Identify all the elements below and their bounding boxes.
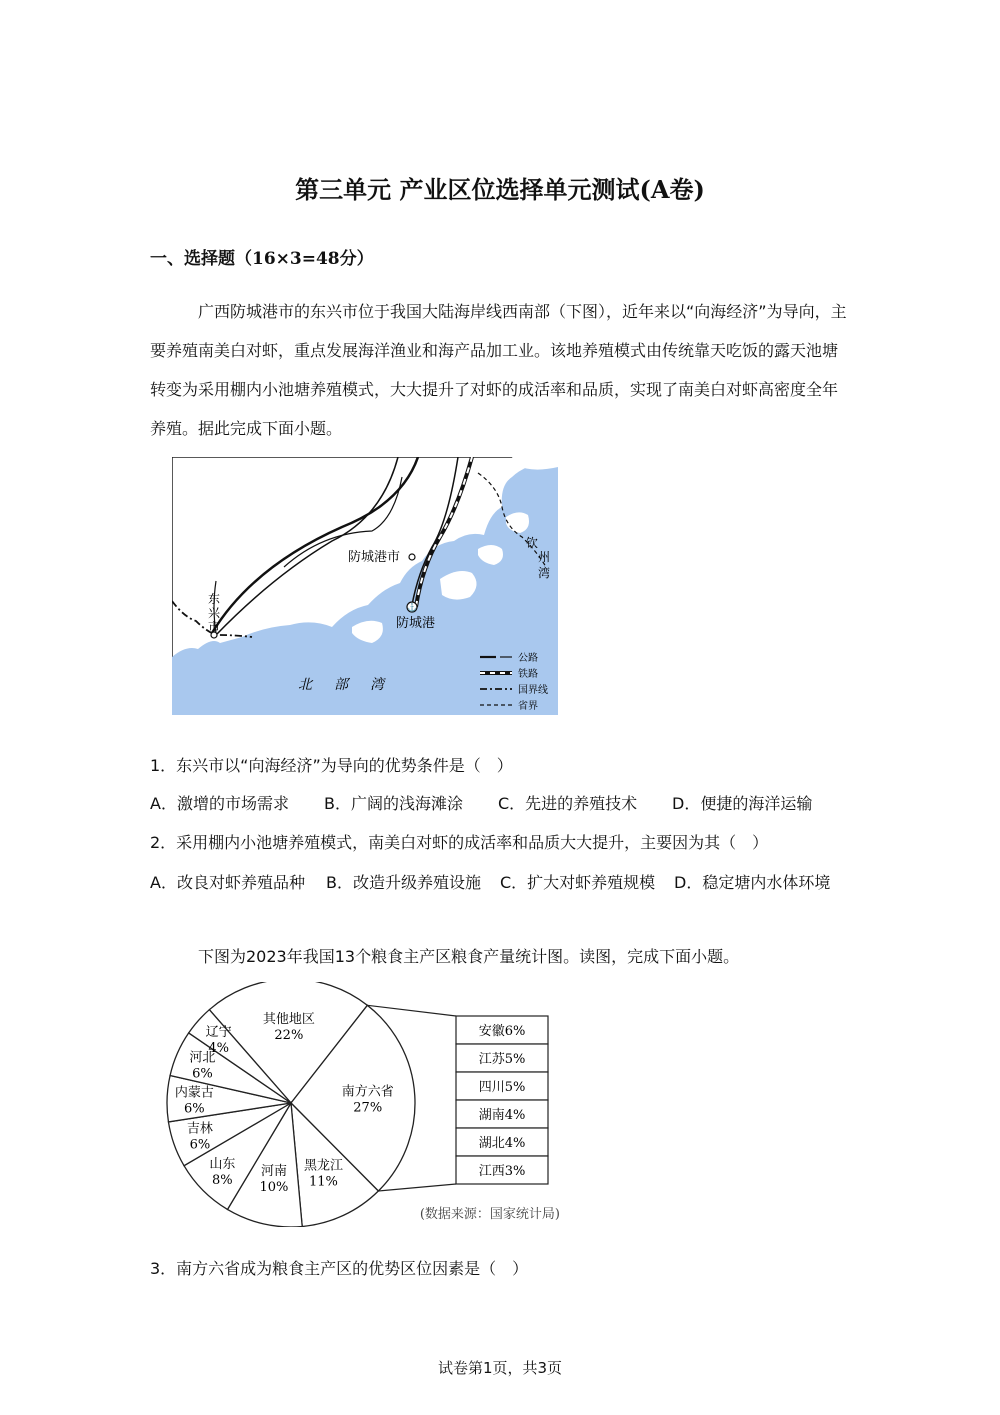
legend-road: 公路	[518, 653, 538, 664]
question-2-options	[150, 872, 830, 894]
pie-slice-label: 河南	[260, 1163, 287, 1179]
svg-text:⚓: ⚓	[407, 603, 417, 612]
label-qinzhou-1: 钦	[526, 536, 539, 550]
legend-provincial-border: 省界	[518, 701, 538, 712]
breakdown-connector	[378, 1184, 456, 1191]
label-beibu-2: 部	[334, 677, 348, 693]
pie-slice-value: 27%	[353, 1100, 383, 1116]
page-footer: 试卷第1页，共3页	[437, 1359, 563, 1377]
label-beibu-1: 北	[298, 677, 312, 693]
q2-option-a[interactable]: A．改良对虾养殖品种	[150, 873, 305, 892]
pie-slice-value: 6%	[192, 1066, 213, 1082]
label-fangchenggang-city: 防城港市	[348, 550, 401, 565]
label-qinzhou-2: 州	[538, 550, 551, 564]
question-1-options	[150, 793, 812, 815]
grain-pie-chart	[164, 982, 564, 1227]
q1-option-b[interactable]: B．广阔的浅海滩涂	[324, 794, 463, 813]
breakdown-label: 江西3%	[478, 1164, 526, 1179]
pie-slice-value: 6%	[184, 1101, 205, 1117]
label-fangchenggang-port: 防城港	[396, 616, 436, 631]
passage-1-text: 广西防城港市的东兴市位于我国大陆海岸线西南部（下图），近年来以“向海经济”为导向，主要养殖南美白对虾，重点发展海洋渔业和海产品加工业。该地养殖模式由传统靠天吃饭的露天池塘转变为采用棚内小池塘养殖模式，大大提升了对虾的成活率和品质，实现了南美白对虾高密度全年养殖。据此完成下面小题。	[150, 302, 847, 438]
breakdown-label: 湖南4%	[478, 1108, 526, 1123]
pie-slice-label: 河北	[189, 1050, 216, 1066]
page-title: 第三单元 产业区位选择单元测试(A卷)	[295, 175, 705, 204]
q2-option-d[interactable]: D．稳定塘内水体环境	[674, 873, 831, 892]
pie-slice-label: 南方六省	[341, 1084, 394, 1100]
breakdown-label: 江苏5%	[478, 1052, 526, 1067]
question-1-stem: 1．东兴市以“向海经济”为导向的优势条件是（ ）	[150, 756, 513, 775]
pie-slice-label: 辽宁	[205, 1024, 232, 1040]
pie-slice-value: 4%	[208, 1040, 230, 1056]
pie-slice-value: 10%	[259, 1179, 289, 1195]
pie-slice-value: 22%	[274, 1028, 304, 1044]
q1-option-c[interactable]: C．先进的养殖技术	[498, 794, 638, 813]
breakdown-connector	[367, 1005, 456, 1016]
breakdown-label: 四川5%	[478, 1080, 526, 1095]
pie-slice-value: 6%	[189, 1137, 211, 1153]
pie-slice-label: 其他地区	[262, 1012, 315, 1028]
pie-slice-label: 山东	[209, 1157, 236, 1173]
legend-national-border: 国界线	[518, 685, 548, 696]
location-map	[172, 457, 558, 715]
pie-slice-label: 吉林	[186, 1121, 213, 1137]
pie-slice-label: 内蒙古	[174, 1085, 214, 1101]
label-dongxing-1: 东	[208, 592, 221, 606]
label-dongxing-3: 市	[208, 620, 221, 634]
question-2-stem: 2．采用棚内小池塘养殖模式，南美白对虾的成活率和品质大大提升，主要因为其（ ）	[150, 833, 769, 852]
q2-option-b[interactable]: B．改造升级养殖设施	[326, 873, 481, 892]
label-qinzhou-3: 湾	[538, 566, 551, 580]
pie-slice-value: 11%	[309, 1174, 338, 1190]
chart-source: (数据来源：国家统计局)	[419, 1207, 560, 1222]
passage-1	[150, 292, 850, 448]
q2-option-c[interactable]: C．扩大对虾养殖规模	[500, 873, 656, 892]
pie-slice-label: 黑龙江	[303, 1158, 343, 1174]
legend-railway: 铁路	[518, 669, 538, 680]
breakdown-label: 湖北4%	[478, 1136, 526, 1151]
q1-option-d[interactable]: D．便捷的海洋运输	[672, 794, 813, 813]
breakdown-label: 安徽6%	[478, 1024, 526, 1039]
question-3-stem: 3．南方六省成为粮食主产区的优势区位因素是（ ）	[150, 1259, 529, 1278]
passage-2: 下图为2023年我国13个粮食主产区粮食产量统计图。读图，完成下面小题。	[198, 947, 740, 966]
q1-option-a[interactable]: A．激增的市场需求	[150, 794, 289, 813]
pie-slice-value: 8%	[212, 1173, 233, 1189]
section-heading: 一、选择题（16×3=48分）	[150, 249, 374, 269]
label-dongxing-2: 兴	[208, 606, 221, 620]
label-beibu-3: 湾	[370, 677, 384, 693]
